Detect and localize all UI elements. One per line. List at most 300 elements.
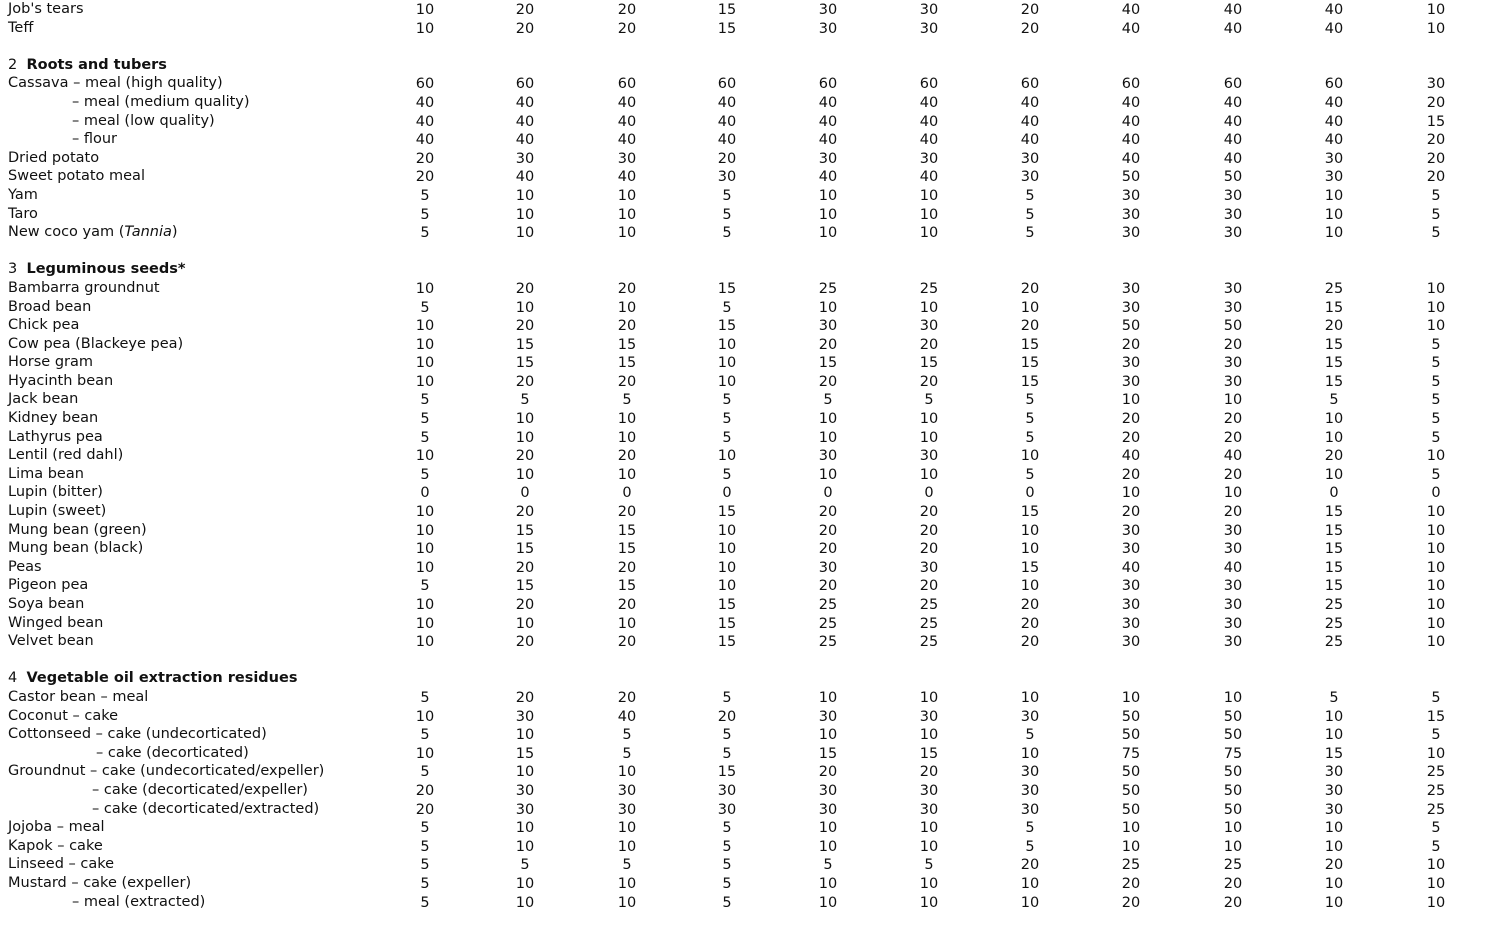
cell-value: 15 xyxy=(717,634,737,651)
cell-value: 10 xyxy=(717,559,737,576)
cell-value: 0 xyxy=(1431,485,1441,502)
cell-value: 10 xyxy=(415,597,435,613)
cell-value: 0 xyxy=(722,485,732,502)
row-label: Job's tears xyxy=(8,1,84,17)
cell-value: 20 xyxy=(515,280,535,297)
cell-value: 10 xyxy=(1324,875,1344,892)
cell-value: 5 xyxy=(420,225,430,242)
table-row xyxy=(0,725,1504,744)
cell-value: 15 xyxy=(717,597,737,613)
cell-value: 10 xyxy=(717,336,737,353)
cell-value: 10 xyxy=(1020,578,1040,595)
cell-value: 10 xyxy=(818,187,838,204)
cell-value: 30 xyxy=(1324,801,1344,818)
table-row xyxy=(0,335,1504,354)
cell-value: 30 xyxy=(1121,206,1141,223)
cell-value: 20 xyxy=(1223,894,1243,911)
cell-value: 10 xyxy=(617,411,637,428)
table-row xyxy=(0,112,1504,131)
cell-value: 25 xyxy=(1324,280,1344,297)
cell-value: 30 xyxy=(1223,634,1243,651)
cell-value: 10 xyxy=(717,355,737,372)
spacer-row xyxy=(0,37,1504,56)
cell-value: 25 xyxy=(919,280,939,297)
table-row xyxy=(0,483,1504,502)
table-row xyxy=(0,428,1504,447)
cell-value: 20 xyxy=(1223,466,1243,483)
cell-value: 20 xyxy=(617,504,637,521)
cell-value: 5 xyxy=(1025,187,1035,204)
cell-value: 15 xyxy=(617,541,637,558)
cell-value: 5 xyxy=(1431,429,1441,446)
cell-value: 60 xyxy=(515,76,535,93)
cell-value: 20 xyxy=(1223,504,1243,521)
cell-value: 10 xyxy=(515,225,535,242)
cell-value: 50 xyxy=(1223,801,1243,818)
cell-value: 5 xyxy=(1431,206,1441,223)
cell-value: 5 xyxy=(722,187,732,204)
cell-value: 20 xyxy=(919,336,939,353)
cell-value: 5 xyxy=(622,392,632,409)
table-row xyxy=(0,762,1504,781)
cell-value: 5 xyxy=(1025,206,1035,223)
cell-value: 60 xyxy=(919,76,939,93)
cell-value: 5 xyxy=(420,727,430,744)
cell-value: 10 xyxy=(717,541,737,558)
cell-value: 10 xyxy=(1121,820,1141,837)
cell-value: 5 xyxy=(1025,727,1035,744)
cell-value: 10 xyxy=(1426,280,1446,297)
cell-value: 15 xyxy=(515,522,535,539)
cell-value: 50 xyxy=(1121,782,1141,799)
table-row xyxy=(0,390,1504,409)
cell-value: 0 xyxy=(1025,485,1035,502)
cell-value: 15 xyxy=(1020,373,1040,390)
cell-value: 30 xyxy=(1121,355,1141,372)
cell-value: 25 xyxy=(1426,801,1446,818)
cell-value: 10 xyxy=(919,187,939,204)
cell-value: 40 xyxy=(1020,113,1040,130)
cell-value: 10 xyxy=(1324,411,1344,428)
cell-value: 10 xyxy=(1020,448,1040,465)
row-label: – flour xyxy=(72,131,118,148)
cell-value: 10 xyxy=(1223,838,1243,855)
section-number: 3 xyxy=(8,261,27,278)
cell-value: 10 xyxy=(919,838,939,855)
cell-value: 30 xyxy=(515,150,535,167)
cell-value: 40 xyxy=(515,132,535,149)
cell-value: 30 xyxy=(818,20,838,37)
table-row xyxy=(0,800,1504,819)
cell-value: 5 xyxy=(722,820,732,837)
cell-value: 40 xyxy=(1121,94,1141,111)
row-label: – cake (decorticated/extracted) xyxy=(92,800,320,817)
cell-value: 30 xyxy=(818,150,838,167)
cell-value: 10 xyxy=(919,411,939,428)
cell-value: 5 xyxy=(622,745,632,762)
cell-value: 20 xyxy=(1223,429,1243,446)
cell-value: 10 xyxy=(818,838,838,855)
cell-value: 60 xyxy=(717,76,737,93)
row-label: Lentil (red dahl) xyxy=(8,447,124,464)
cell-value: 20 xyxy=(617,634,637,651)
cell-value: 40 xyxy=(617,708,637,725)
cell-value: 10 xyxy=(415,355,435,372)
cell-value: 10 xyxy=(717,522,737,539)
cell-value: 30 xyxy=(717,801,737,818)
section-heading xyxy=(8,260,186,279)
cell-value: 5 xyxy=(1431,336,1441,353)
row-label: – cake (decorticated) xyxy=(96,744,249,761)
table-row xyxy=(0,874,1504,893)
cell-value: 15 xyxy=(1426,708,1446,725)
cell-value: 5 xyxy=(722,429,732,446)
cell-value: 5 xyxy=(1025,466,1035,483)
cell-value: 25 xyxy=(1426,764,1446,781)
cell-value: 60 xyxy=(617,76,637,93)
section-title: Roots and tubers xyxy=(26,56,167,73)
cell-value: 50 xyxy=(1223,782,1243,799)
cell-value: 10 xyxy=(515,875,535,892)
cell-value: 30 xyxy=(1223,355,1243,372)
cell-value: 15 xyxy=(818,355,838,372)
row-label: – meal (extracted) xyxy=(72,893,206,910)
cell-value: 10 xyxy=(617,875,637,892)
cell-value: 40 xyxy=(515,94,535,111)
table-row xyxy=(0,614,1504,633)
cell-value: 0 xyxy=(622,485,632,502)
cell-value: 5 xyxy=(722,466,732,483)
cell-value: 15 xyxy=(717,504,737,521)
cell-value: 10 xyxy=(1020,299,1040,316)
cell-value: 5 xyxy=(1431,466,1441,483)
section-heading-row xyxy=(0,260,1504,279)
cell-value: 30 xyxy=(1121,373,1141,390)
cell-value: 30 xyxy=(1223,615,1243,632)
cell-value: 30 xyxy=(717,782,737,799)
cell-value: 5 xyxy=(520,857,530,874)
cell-value: 60 xyxy=(1020,76,1040,93)
cell-value: 5 xyxy=(722,299,732,316)
cell-value: 10 xyxy=(818,875,838,892)
cell-value: 75 xyxy=(1223,745,1243,762)
cell-value: 20 xyxy=(818,541,838,558)
row-label: Cottonseed – cake (undecorticated) xyxy=(8,726,267,743)
cell-value: 40 xyxy=(515,169,535,186)
cell-value: 15 xyxy=(515,336,535,353)
cell-value: 20 xyxy=(515,20,535,37)
cell-value: 20 xyxy=(617,2,637,18)
cell-value: 30 xyxy=(1426,76,1446,93)
cell-value: 20 xyxy=(1121,429,1141,446)
cell-value: 10 xyxy=(515,466,535,483)
row-label: Jack bean xyxy=(8,391,79,408)
cell-value: 0 xyxy=(520,485,530,502)
cell-value: 30 xyxy=(617,801,637,818)
cell-value: 30 xyxy=(617,150,637,167)
cell-value: 60 xyxy=(1324,76,1344,93)
cell-value: 5 xyxy=(722,894,732,911)
cell-value: 15 xyxy=(1324,504,1344,521)
cell-value: 5 xyxy=(1431,820,1441,837)
cell-value: 40 xyxy=(1121,559,1141,576)
cell-value: 10 xyxy=(415,522,435,539)
cell-value: 30 xyxy=(919,150,939,167)
cell-value: 15 xyxy=(1324,578,1344,595)
cell-value: 30 xyxy=(717,169,737,186)
table-row xyxy=(0,521,1504,540)
row-label: Lupin (sweet) xyxy=(8,503,107,520)
cell-value: 5 xyxy=(420,820,430,837)
cell-value: 30 xyxy=(818,448,838,465)
section-number: 2 xyxy=(8,56,27,73)
cell-value: 30 xyxy=(919,782,939,799)
cell-value: 20 xyxy=(415,169,435,186)
cell-value: 20 xyxy=(919,504,939,521)
cell-value: 10 xyxy=(415,448,435,465)
cell-value: 40 xyxy=(1223,94,1243,111)
cell-value: 5 xyxy=(622,727,632,744)
table-row xyxy=(0,279,1504,298)
table-row xyxy=(0,372,1504,391)
cell-value: 30 xyxy=(818,801,838,818)
row-label: Coconut – cake xyxy=(8,707,119,724)
cell-value: 5 xyxy=(420,392,430,409)
cell-value: 10 xyxy=(1324,708,1344,725)
cell-value: 5 xyxy=(420,857,430,874)
table-row xyxy=(0,539,1504,558)
row-label: Kapok – cake xyxy=(8,837,103,854)
cell-value: 40 xyxy=(717,94,737,111)
cell-value: 25 xyxy=(818,634,838,651)
cell-value: 5 xyxy=(1431,392,1441,409)
cell-value: 20 xyxy=(515,559,535,576)
cell-value: 30 xyxy=(1223,578,1243,595)
cell-value: 10 xyxy=(515,299,535,316)
cell-value: 40 xyxy=(515,113,535,130)
cell-value: 20 xyxy=(617,318,637,335)
cell-value: 15 xyxy=(717,2,737,18)
cell-value: 5 xyxy=(1025,429,1035,446)
cell-value: 40 xyxy=(1121,448,1141,465)
cell-value: 5 xyxy=(1431,225,1441,242)
cell-value: 20 xyxy=(515,373,535,390)
cell-value: 5 xyxy=(722,689,732,706)
cell-value: 10 xyxy=(818,429,838,446)
cell-value: 10 xyxy=(515,764,535,781)
cell-value: 15 xyxy=(515,355,535,372)
cell-value: 25 xyxy=(818,615,838,632)
cell-value: 10 xyxy=(415,615,435,632)
cell-value: 25 xyxy=(919,615,939,632)
cell-value: 40 xyxy=(617,94,637,111)
cell-value: 20 xyxy=(1426,169,1446,186)
cell-value: 10 xyxy=(1020,894,1040,911)
table-row xyxy=(0,186,1504,205)
cell-value: 15 xyxy=(617,522,637,539)
cell-value: 20 xyxy=(1426,94,1446,111)
table-row xyxy=(0,149,1504,168)
cell-value: 30 xyxy=(1121,541,1141,558)
row-label: Lima bean xyxy=(8,465,84,482)
cell-value: 40 xyxy=(919,132,939,149)
cell-value: 10 xyxy=(415,745,435,762)
cell-value: 10 xyxy=(919,225,939,242)
cell-value: 5 xyxy=(1329,392,1339,409)
cell-value: 30 xyxy=(818,708,838,725)
cell-value: 20 xyxy=(515,597,535,613)
cell-value: 15 xyxy=(717,280,737,297)
cell-value: 20 xyxy=(919,764,939,781)
cell-value: 10 xyxy=(818,225,838,242)
cell-value: 50 xyxy=(1121,801,1141,818)
section-title: Leguminous seeds* xyxy=(26,261,186,278)
row-label: Peas xyxy=(8,558,42,575)
cell-value: 30 xyxy=(1121,615,1141,632)
cell-value: 30 xyxy=(1223,597,1243,613)
cell-value: 10 xyxy=(1426,541,1446,558)
cell-value: 10 xyxy=(1426,522,1446,539)
cell-value: 10 xyxy=(1426,894,1446,911)
cell-value: 15 xyxy=(717,318,737,335)
table-row xyxy=(0,893,1504,912)
row-label: – meal (medium quality) xyxy=(72,93,250,110)
cell-value: 30 xyxy=(515,801,535,818)
cell-value: 15 xyxy=(1426,113,1446,130)
cell-value: 40 xyxy=(1223,559,1243,576)
cell-value: 10 xyxy=(415,20,435,37)
cell-value: 5 xyxy=(722,411,732,428)
cell-value: 50 xyxy=(1223,708,1243,725)
cell-value: 10 xyxy=(1426,634,1446,651)
cell-value: 15 xyxy=(1324,522,1344,539)
cell-value: 20 xyxy=(415,150,435,167)
cell-value: 15 xyxy=(1020,559,1040,576)
row-label: Yam xyxy=(8,186,38,203)
cell-value: 10 xyxy=(617,187,637,204)
cell-value: 40 xyxy=(818,113,838,130)
cell-value: 10 xyxy=(1426,578,1446,595)
cell-value: 10 xyxy=(1426,615,1446,632)
cell-value: 30 xyxy=(515,708,535,725)
cell-value: 30 xyxy=(515,782,535,799)
cell-value: 30 xyxy=(1020,708,1040,725)
row-label: – cake (decorticated/expeller) xyxy=(92,781,308,798)
cell-value: 10 xyxy=(919,875,939,892)
cell-value: 30 xyxy=(1223,522,1243,539)
cell-value: 40 xyxy=(1121,132,1141,149)
cell-value: 20 xyxy=(617,689,637,706)
cell-value: 20 xyxy=(515,448,535,465)
cell-value: 30 xyxy=(1121,187,1141,204)
cell-value: 10 xyxy=(515,187,535,204)
cell-value: 20 xyxy=(1020,597,1040,613)
cell-value: 20 xyxy=(818,504,838,521)
cell-value: 10 xyxy=(1121,838,1141,855)
cell-value: 40 xyxy=(1324,132,1344,149)
cell-value: 30 xyxy=(1324,782,1344,799)
cell-value: 10 xyxy=(415,373,435,390)
cell-value: 10 xyxy=(1426,318,1446,335)
cell-value: 10 xyxy=(1324,838,1344,855)
table-row xyxy=(0,707,1504,726)
cell-value: 5 xyxy=(722,857,732,874)
cell-value: 10 xyxy=(818,727,838,744)
cell-value: 20 xyxy=(515,2,535,18)
cell-value: 50 xyxy=(1121,169,1141,186)
cell-value: 15 xyxy=(1020,355,1040,372)
cell-value: 40 xyxy=(415,94,435,111)
cell-value: 10 xyxy=(1426,504,1446,521)
cell-value: 40 xyxy=(919,94,939,111)
cell-value: 20 xyxy=(617,559,637,576)
cell-value: 30 xyxy=(919,448,939,465)
table-row xyxy=(0,502,1504,521)
cell-value: 50 xyxy=(1223,318,1243,335)
cell-value: 5 xyxy=(924,857,934,874)
cell-value: 15 xyxy=(717,764,737,781)
cell-value: 30 xyxy=(1020,801,1040,818)
cell-value: 0 xyxy=(420,485,430,502)
cell-value: 30 xyxy=(919,801,939,818)
cell-value: 30 xyxy=(1223,299,1243,316)
row-label: Linseed – cake xyxy=(8,856,115,873)
cell-value: 30 xyxy=(1223,187,1243,204)
cell-value: 10 xyxy=(1426,875,1446,892)
cell-value: 10 xyxy=(818,411,838,428)
cell-value: 20 xyxy=(1223,336,1243,353)
cell-value: 40 xyxy=(1223,2,1243,18)
cell-value: 30 xyxy=(1121,597,1141,613)
cell-value: 40 xyxy=(1324,113,1344,130)
cell-value: 40 xyxy=(717,113,737,130)
cell-value: 10 xyxy=(1121,689,1141,706)
cell-value: 30 xyxy=(1121,280,1141,297)
cell-value: 10 xyxy=(1020,689,1040,706)
table-row xyxy=(0,316,1504,335)
cell-value: 10 xyxy=(515,411,535,428)
cell-value: 30 xyxy=(919,559,939,576)
cell-value: 5 xyxy=(823,857,833,874)
cell-value: 10 xyxy=(415,634,435,651)
cell-value: 10 xyxy=(515,727,535,744)
cell-value: 60 xyxy=(1121,76,1141,93)
row-label: Cow pea (Blackeye pea) xyxy=(8,335,184,352)
row-label: Mung bean (black) xyxy=(8,540,144,557)
cell-value: 10 xyxy=(515,838,535,855)
cell-value: 5 xyxy=(420,764,430,781)
cell-value: 40 xyxy=(1223,448,1243,465)
cell-value: 10 xyxy=(415,280,435,297)
cell-value: 5 xyxy=(1025,838,1035,855)
cell-value: 30 xyxy=(919,708,939,725)
cell-value: 20 xyxy=(415,801,435,818)
cell-value: 5 xyxy=(722,745,732,762)
cell-value: 40 xyxy=(1324,20,1344,37)
cell-value: 30 xyxy=(1324,150,1344,167)
table-row xyxy=(0,818,1504,837)
cell-value: 30 xyxy=(1020,764,1040,781)
row-label: Castor bean – meal xyxy=(8,688,149,705)
cell-value: 20 xyxy=(919,578,939,595)
cell-value: 5 xyxy=(1431,689,1441,706)
cell-value: 60 xyxy=(818,76,838,93)
cell-value: 10 xyxy=(515,206,535,223)
cell-value: 10 xyxy=(415,318,435,335)
cell-value: 20 xyxy=(1121,894,1141,911)
cell-value: 40 xyxy=(818,132,838,149)
cell-value: 40 xyxy=(415,113,435,130)
